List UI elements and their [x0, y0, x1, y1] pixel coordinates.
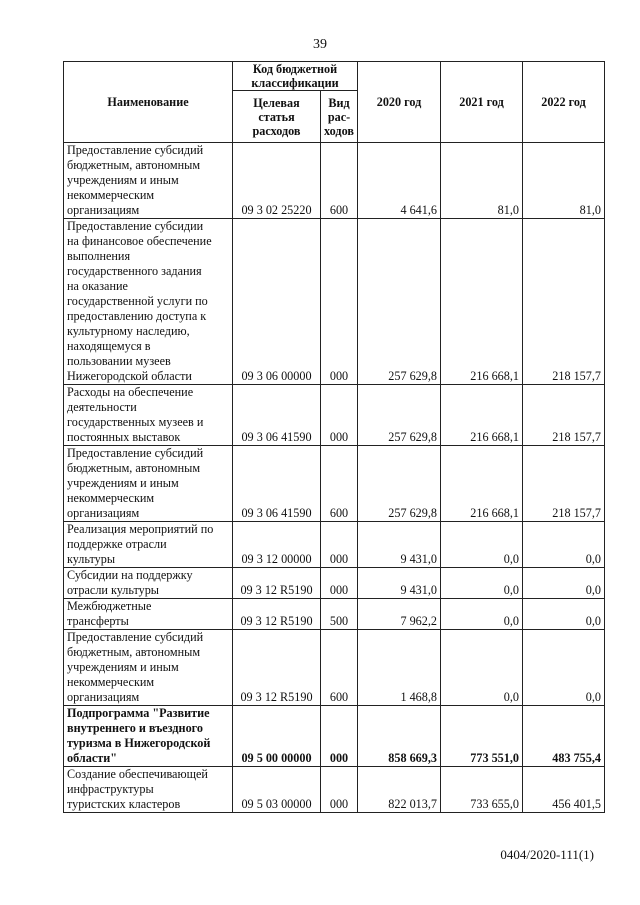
table-header	[64, 62, 605, 143]
table-row	[64, 219, 605, 385]
row-expense-type: 000	[321, 767, 358, 813]
table-row	[64, 385, 605, 446]
row-amount-2021: 0,0	[441, 630, 523, 706]
row-expense-type: 600	[321, 446, 358, 522]
row-name: Предоставление субсидии на финансовое обеспечение выполнения государственного задания на оказание государственной услуги по предоставлению доступа к культурному наследию, находящемуся в пользовании музеев Нижегородской области	[64, 219, 233, 385]
row-target-article: 09 5 00 00000	[233, 706, 321, 767]
row-amount-2022: 218 157,7	[523, 446, 605, 522]
row-expense-type: 000	[321, 706, 358, 767]
table-row	[64, 706, 605, 767]
row-amount-2022: 218 157,7	[523, 219, 605, 385]
table-row	[64, 568, 605, 599]
row-expense-type: 600	[321, 630, 358, 706]
header-expense-type: Вид рас-ходов	[321, 91, 358, 143]
row-amount-2022: 81,0	[523, 143, 605, 219]
row-amount-2020: 1 468,8	[358, 630, 441, 706]
row-name: Расходы на обеспечение деятельности государственных музеев и постоянных выставок	[64, 385, 233, 446]
row-amount-2020: 257 629,8	[358, 385, 441, 446]
row-name: Предоставление субсидий бюджетным, автономным учреждениям и иным некоммерческим организациям	[64, 143, 233, 219]
row-expense-type: 000	[321, 568, 358, 599]
row-amount-2022: 218 157,7	[523, 385, 605, 446]
row-amount-2020: 257 629,8	[358, 219, 441, 385]
header-2020: 2020 год	[358, 62, 441, 143]
row-amount-2021: 0,0	[441, 568, 523, 599]
row-amount-2021: 216 668,1	[441, 385, 523, 446]
row-target-article: 09 3 02 25220	[233, 143, 321, 219]
budget-table	[63, 61, 605, 813]
header-2021: 2021 год	[441, 62, 523, 143]
row-target-article: 09 3 06 00000	[233, 219, 321, 385]
row-amount-2020: 822 013,7	[358, 767, 441, 813]
header-classification-group: Код бюджетной классификации	[233, 62, 358, 91]
table-body	[64, 143, 605, 813]
table-row	[64, 143, 605, 219]
table-row	[64, 599, 605, 630]
table-row	[64, 630, 605, 706]
row-expense-type: 000	[321, 385, 358, 446]
table-row	[64, 446, 605, 522]
row-amount-2020: 7 962,2	[358, 599, 441, 630]
row-amount-2022: 456 401,5	[523, 767, 605, 813]
row-amount-2022: 0,0	[523, 599, 605, 630]
row-amount-2022: 0,0	[523, 630, 605, 706]
row-expense-type: 000	[321, 219, 358, 385]
row-amount-2020: 9 431,0	[358, 522, 441, 568]
row-amount-2022: 0,0	[523, 522, 605, 568]
row-amount-2021: 773 551,0	[441, 706, 523, 767]
row-amount-2022: 483 755,4	[523, 706, 605, 767]
row-name: Предоставление субсидий бюджетным, автономным учреждениям и иным некоммерческим организациям	[64, 630, 233, 706]
row-amount-2021: 81,0	[441, 143, 523, 219]
row-amount-2021: 733 655,0	[441, 767, 523, 813]
row-amount-2020: 4 641,6	[358, 143, 441, 219]
row-target-article: 09 5 03 00000	[233, 767, 321, 813]
document-code: 0404/2020-111(1)	[500, 847, 594, 862]
row-name: Субсидии на поддержку отрасли культуры	[64, 568, 233, 599]
row-name: Предоставление субсидий бюджетным, автономным учреждениям и иным некоммерческим организациям	[64, 446, 233, 522]
row-amount-2020: 257 629,8	[358, 446, 441, 522]
row-expense-type: 500	[321, 599, 358, 630]
row-expense-type: 600	[321, 143, 358, 219]
row-target-article: 09 3 12 00000	[233, 522, 321, 568]
row-amount-2022: 0,0	[523, 568, 605, 599]
row-name: Реализация мероприятий по поддержке отрасли культуры	[64, 522, 233, 568]
header-name: Наименование	[64, 62, 233, 143]
row-target-article: 09 3 12 R5190	[233, 630, 321, 706]
row-amount-2020: 9 431,0	[358, 568, 441, 599]
row-target-article: 09 3 12 R5190	[233, 568, 321, 599]
row-amount-2021: 0,0	[441, 522, 523, 568]
table-row	[64, 767, 605, 813]
row-amount-2021: 216 668,1	[441, 219, 523, 385]
header-2022: 2022 год	[523, 62, 605, 143]
row-amount-2020: 858 669,3	[358, 706, 441, 767]
row-name: Подпрограмма "Развитие внутреннего и въездного туризма в Нижегородской области"	[64, 706, 233, 767]
row-amount-2021: 0,0	[441, 599, 523, 630]
row-target-article: 09 3 06 41590	[233, 385, 321, 446]
row-target-article: 09 3 12 R5190	[233, 599, 321, 630]
page-number: 39	[313, 37, 327, 52]
row-target-article: 09 3 06 41590	[233, 446, 321, 522]
header-target-article: Целевая статья расходов	[233, 91, 321, 143]
row-amount-2021: 216 668,1	[441, 446, 523, 522]
row-name: Создание обеспечивающей инфраструктуры туристских кластеров	[64, 767, 233, 813]
table-row	[64, 522, 605, 568]
row-expense-type: 000	[321, 522, 358, 568]
row-name: Межбюджетные трансферты	[64, 599, 233, 630]
